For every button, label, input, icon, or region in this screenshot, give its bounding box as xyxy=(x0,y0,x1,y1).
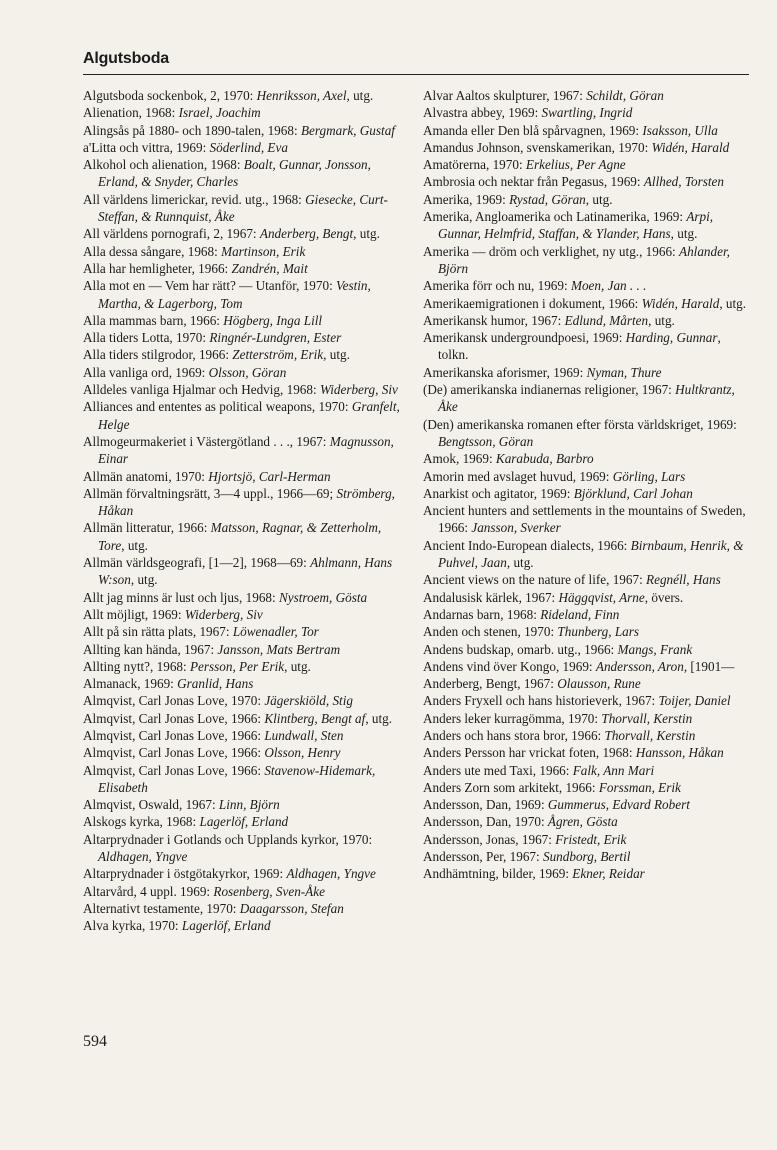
entry-title: Almqvist, Carl Jonas Love, 1970: xyxy=(83,693,265,709)
entry-author: Moen, Jan . . . xyxy=(570,278,647,294)
index-entry xyxy=(83,865,409,882)
entry-title: Almqvist, Carl Jonas Love, 1966: xyxy=(83,745,265,761)
index-entry xyxy=(83,485,409,520)
entry-title: Alingsås på 1880- och 1890-talen, 1968: xyxy=(83,122,301,138)
entry-title: Anarkist och agitator, 1969: xyxy=(423,485,574,501)
entry-author: Sundborg, Bertil xyxy=(542,849,631,865)
index-entry xyxy=(83,641,409,658)
entry-suffix: , utg. xyxy=(365,710,393,726)
entry-author: Strömberg, Håkan xyxy=(98,485,395,519)
index-entry xyxy=(423,312,749,329)
index-entry xyxy=(83,606,409,623)
index-entry xyxy=(423,727,749,744)
index-entry xyxy=(423,623,749,640)
index-entry xyxy=(83,917,409,934)
index-entry xyxy=(423,191,749,208)
entry-title: Andersson, Per, 1967: xyxy=(423,849,543,865)
entry-author: Hansson, Håkan xyxy=(635,745,724,761)
entry-title: Anders Zorn som arkitekt, 1966: xyxy=(423,779,599,795)
entry-title: Amerika — dröm och verklighet, ny utg., 1966: xyxy=(423,243,680,259)
index-entry xyxy=(423,571,749,588)
index-column-left xyxy=(83,87,409,935)
entry-title: Amandus Johnson, svenskamerikan, 1970: xyxy=(423,139,652,155)
entry-author: Jansson, Sverker xyxy=(471,520,561,536)
index-entry xyxy=(83,156,409,191)
entry-title: Amerika, 1969: xyxy=(423,191,510,207)
entry-author: Edlund, Mårten xyxy=(564,312,649,328)
entry-author: Andersson, Aron xyxy=(595,658,684,674)
entry-title: Amanda eller Den blå spårvagnen, 1969: xyxy=(423,122,643,138)
index-entry xyxy=(423,208,749,243)
entry-title: Ancient views on the nature of life, 1967: xyxy=(423,572,647,588)
entry-author: Hjortsjö, Carl-Herman xyxy=(208,468,331,484)
entry-author: Linn, Björn xyxy=(218,797,280,813)
entry-suffix: , utg. xyxy=(585,191,613,207)
index-entry xyxy=(423,762,749,779)
entry-title: Alskogs kyrka, 1968: xyxy=(83,814,200,830)
entry-title: Allmän förvaltningsrätt, 3—4 uppl., 1966—69; xyxy=(83,485,337,501)
index-entry xyxy=(83,744,409,761)
entry-author: Thorvall, Kerstin xyxy=(604,727,696,743)
index-entry xyxy=(83,468,409,485)
entry-author: Forssman, Erik xyxy=(598,779,681,795)
entry-author: Israel, Joachim xyxy=(178,105,261,121)
entry-author: Löwenadler, Tor xyxy=(232,624,319,640)
index-entry xyxy=(423,364,749,381)
entry-author: Magnusson, Einar xyxy=(98,433,394,467)
index-entry xyxy=(423,641,749,658)
index-entry xyxy=(83,104,409,121)
entry-author: Thorvall, Kerstin xyxy=(601,710,693,726)
entry-author: Daagarsson, Stefan xyxy=(239,900,344,916)
entry-suffix: , utg. xyxy=(323,347,350,363)
entry-title: Anders ute med Taxi, 1966: xyxy=(423,762,573,778)
entry-author: Toijer, Daniel xyxy=(658,693,731,709)
entry-title: Andersson, Jonas, 1967: xyxy=(423,831,556,847)
entry-title: Andens budskap, omarb. utg., 1966: xyxy=(423,641,618,657)
entry-title: Altarvård, 4 uppl. 1969: xyxy=(83,883,214,899)
entry-author: Arpi, Gunnar, Helmfrid, Staffan, & Ylander, Hans xyxy=(438,209,714,242)
entry-author: Häggqvist, Arne xyxy=(558,589,645,605)
entry-author: Rideland, Finn xyxy=(540,606,620,622)
entry-title: Amatörerna, 1970: xyxy=(423,157,526,173)
entry-author: Allhed, Torsten xyxy=(643,174,724,190)
entry-author: Granlid, Hans xyxy=(177,676,254,692)
entry-title: Amerikaemigrationen i dokument, 1966: xyxy=(423,295,642,311)
index-entry xyxy=(83,277,409,312)
entry-title: Allmogeurmakeriet i Västergötland . . ., 1967: xyxy=(83,433,330,449)
entry-title: Alienation, 1968: xyxy=(83,105,179,121)
entry-title: Anderberg, Bengt, 1967: xyxy=(423,676,558,692)
entry-title: Alkohol och alienation, 1968: xyxy=(83,157,244,173)
index-entry xyxy=(423,485,749,502)
index-entry xyxy=(423,692,749,709)
entry-suffix: , utg. xyxy=(353,226,380,242)
index-column-right xyxy=(423,87,749,883)
entry-author: Jansson, Mats Bertram xyxy=(217,641,341,657)
entry-title: (Den) amerikanska romanen efter första världskriget, 1969: xyxy=(423,416,737,432)
entry-title: Anden och stenen, 1970: xyxy=(423,624,558,640)
index-entry xyxy=(83,900,409,917)
index-entry xyxy=(423,156,749,173)
entry-author: Olsson, Göran xyxy=(208,364,287,380)
entry-author: Fristedt, Erik xyxy=(555,831,627,847)
index-entry xyxy=(423,537,749,572)
entry-author: Zetterström, Erik xyxy=(232,347,324,363)
entry-title: Alvar Aaltos skulpturer, 1967: xyxy=(423,88,587,103)
entry-title: Alldeles vanliga Hjalmar och Hedvig, 1968: xyxy=(83,382,320,398)
entry-suffix: , utg. xyxy=(506,555,534,571)
entry-author: Hultkrantz, Åke xyxy=(438,382,735,415)
entry-title: Almqvist, Carl Jonas Love, 1966: xyxy=(83,710,265,726)
entry-author: Boalt, Gunnar, Jonsson, Erland, & Snyder, Charles xyxy=(98,157,371,190)
index-entry xyxy=(423,865,749,882)
index-entry xyxy=(83,589,409,606)
entry-author: Stavenow-Hidemark, Elisabeth xyxy=(98,762,376,795)
index-entry xyxy=(423,381,749,416)
entry-author: Aldhagen, Yngve xyxy=(98,849,188,865)
entry-title: All världens limerickar, revid. utg., 1968: xyxy=(83,191,306,207)
entry-author: Olausson, Rune xyxy=(557,676,641,692)
entry-title: Andarnas barn, 1968: xyxy=(423,606,541,622)
entry-author: Erkelius, Per Agne xyxy=(525,157,626,173)
index-entry xyxy=(423,104,749,121)
index-entry xyxy=(423,139,749,156)
entry-title: Alla har hemligheter, 1966: xyxy=(83,260,232,276)
entry-title: Ancient hunters and settlements in the mountains of Sweden, 1966: xyxy=(423,503,746,536)
entry-author: Björklund, Carl Johan xyxy=(573,485,693,501)
index-entry xyxy=(83,762,409,797)
index-entry xyxy=(423,779,749,796)
entry-author: Birnbaum, Henrik, & Puhvel, Jaan xyxy=(438,537,744,571)
index-entry xyxy=(83,883,409,900)
entry-author: Widén, Harald xyxy=(651,139,730,155)
entry-title: Andersson, Dan, 1970: xyxy=(423,814,548,830)
entry-author: Swartling, Ingrid xyxy=(541,105,633,121)
index-entry xyxy=(423,813,749,830)
entry-suffix: , övers. xyxy=(644,589,684,605)
index-entry xyxy=(423,658,749,675)
entry-author: Thunberg, Lars xyxy=(557,624,640,640)
entry-title: Ambrosia och nektar från Pegasus, 1969: xyxy=(423,174,644,190)
entry-title: Andersson, Dan, 1969: xyxy=(423,797,548,813)
entry-suffix: , utg. xyxy=(284,658,311,674)
entry-suffix: , utg. xyxy=(121,537,148,553)
entry-suffix: , utg. xyxy=(670,226,698,242)
index-entry xyxy=(83,364,409,381)
index-entry xyxy=(83,260,409,277)
index-entry xyxy=(423,675,749,692)
entry-title: Alla dessa sångare, 1968: xyxy=(83,243,222,259)
entry-title: Altarprydnader i Gotlands och Upplands kyrkor, 1970: xyxy=(83,831,373,847)
entry-title: Amerika förr och nu, 1969: xyxy=(423,278,571,294)
entry-title: Anders och hans stora bror, 1966: xyxy=(423,727,605,743)
entry-author: Henriksson, Axel xyxy=(256,88,347,103)
entry-title: Almqvist, Oswald, 1967: xyxy=(83,797,219,813)
index-entry xyxy=(83,813,409,830)
entry-suffix: , utg. xyxy=(648,312,675,328)
entry-title: Amok, 1969: xyxy=(423,451,496,467)
header-rule xyxy=(83,74,749,75)
entry-author: Gummerus, Edvard Robert xyxy=(547,797,690,813)
entry-author: Nystroem, Gösta xyxy=(278,589,368,605)
entry-author: Ahlmann, Hans W:son xyxy=(98,555,393,588)
index-entry xyxy=(423,277,749,294)
index-entry xyxy=(423,848,749,865)
index-entry xyxy=(83,796,409,813)
index-entry xyxy=(83,243,409,260)
entry-author: Karabuda, Barbro xyxy=(495,451,594,467)
entry-title: Altarprydnader i östgötakyrkor, 1969: xyxy=(83,866,287,882)
index-entry xyxy=(423,173,749,190)
entry-author: Martinson, Erik xyxy=(221,243,306,259)
entry-author: Bergmark, Gustaf xyxy=(300,122,395,138)
entry-author: Lundwall, Sten xyxy=(264,727,344,743)
entry-title: Allting nytt?, 1968: xyxy=(83,658,190,674)
entry-title: Alla tiders Lotta, 1970: xyxy=(83,330,210,346)
entry-author: Söderlind, Eva xyxy=(209,139,288,155)
entry-author: Görling, Lars xyxy=(612,468,686,484)
entry-author: Granfelt, Helge xyxy=(98,399,400,432)
index-entry xyxy=(83,87,409,104)
entry-author: Widén, Harald xyxy=(641,295,720,311)
entry-author: Mangs, Frank xyxy=(617,641,693,657)
entry-title: Alva kyrka, 1970: xyxy=(83,918,182,934)
entry-author: Högberg, Inga Lill xyxy=(223,312,323,328)
entry-author: Lagerlöf, Erland xyxy=(181,918,271,934)
index-entry xyxy=(423,295,749,312)
entry-author: Bengtsson, Göran xyxy=(438,433,534,449)
index-entry xyxy=(423,796,749,813)
entry-title: Alla mot en — Vem har rätt? — Utanför, 1970: xyxy=(83,278,337,294)
index-entry xyxy=(423,329,749,364)
entry-suffix: , [1901— xyxy=(683,658,735,674)
entry-title: Almqvist, Carl Jonas Love, 1966: xyxy=(83,762,265,778)
index-entry xyxy=(83,710,409,727)
entry-title: Alla tiders stilgrodor, 1966: xyxy=(83,347,233,363)
entry-suffix: , utg. xyxy=(130,572,158,588)
index-entry xyxy=(83,658,409,675)
entry-author: Aldhagen, Yngve xyxy=(286,866,376,882)
entry-author: Klintberg, Bengt af xyxy=(264,710,366,726)
index-entry xyxy=(83,433,409,468)
entry-title: Allt på sin rätta plats, 1967: xyxy=(83,624,233,640)
index-entry xyxy=(423,87,749,104)
entry-title: Allt jag minns är lust och ljus, 1968: xyxy=(83,589,279,605)
entry-author: Schildt, Göran xyxy=(586,88,664,103)
index-entry xyxy=(423,606,749,623)
entry-title: Andens vind över Kongo, 1969: xyxy=(423,658,596,674)
entry-author: Ekner, Reidar xyxy=(572,866,645,882)
index-entry xyxy=(423,450,749,467)
page-number: 594 xyxy=(83,1033,107,1050)
entry-author: Ågren, Gösta xyxy=(547,814,618,830)
entry-title: Algutsboda sockenbok, 2, 1970: xyxy=(83,88,257,103)
index-entry xyxy=(423,831,749,848)
index-entry xyxy=(83,675,409,692)
entry-author: Rystad, Göran xyxy=(509,191,586,207)
entry-author: Vestin, Martha, & Lagerborg, Tom xyxy=(98,278,371,311)
index-entry xyxy=(423,416,749,451)
entry-author: Persson, Per Erik xyxy=(189,658,285,674)
entry-title: Allmän anatomi, 1970: xyxy=(83,468,209,484)
entry-title: (De) amerikanska indianernas religioner, 1967: xyxy=(423,382,676,398)
entry-title: Andhämtning, bilder, 1969: xyxy=(423,866,573,882)
index-entry xyxy=(83,225,409,242)
entry-title: Anders Persson har vrickat foten, 1968: xyxy=(423,745,636,761)
index-entry xyxy=(83,381,409,398)
entry-author: Isaksson, Ulla xyxy=(642,122,718,138)
index-entry xyxy=(83,398,409,433)
index-entry xyxy=(83,623,409,640)
entry-author: Harding, Gunnar xyxy=(625,330,718,346)
entry-title: Almanack, 1969: xyxy=(83,676,178,692)
index-entry xyxy=(83,312,409,329)
index-entry xyxy=(423,589,749,606)
index-entry xyxy=(423,468,749,485)
entry-author: Rosenberg, Sven-Åke xyxy=(213,883,325,899)
index-entry xyxy=(83,329,409,346)
entry-title: Amerikanska aforismer, 1969: xyxy=(423,364,587,380)
entry-title: Alla mammas barn, 1966: xyxy=(83,312,224,328)
index-entry xyxy=(423,122,749,139)
index-entry xyxy=(423,744,749,761)
index-entry xyxy=(83,191,409,226)
entry-author: Nyman, Thure xyxy=(586,364,662,380)
index-entry xyxy=(423,710,749,727)
entry-title: Alliances and ententes as political weapons, 1970: xyxy=(83,399,352,415)
entry-title: Ancient Indo-European dialects, 1966: xyxy=(423,537,631,553)
index-entry xyxy=(83,346,409,363)
entry-title: Alvastra abbey, 1969: xyxy=(423,105,542,121)
entry-title: Amerikansk humor, 1967: xyxy=(423,312,565,328)
entry-title: Allmän världsgeografi, [1—2], 1968—69: xyxy=(83,555,311,571)
index-entry xyxy=(83,692,409,709)
index-entry xyxy=(423,243,749,278)
entry-author: Widerberg, Siv xyxy=(184,606,263,622)
entry-suffix: , utg. xyxy=(346,88,374,103)
entry-title: Amerikansk undergroundpoesi, 1969: xyxy=(423,330,626,346)
entry-author: Lagerlöf, Erland xyxy=(199,814,289,830)
entry-suffix: , utg. xyxy=(719,295,747,311)
entry-title: All världens pornografi, 2, 1967: xyxy=(83,226,260,242)
entry-author: Ahlander, Björn xyxy=(438,243,730,276)
entry-author: Anderberg, Bengt xyxy=(259,226,354,242)
entry-author: Ringnér-Lundgren, Ester xyxy=(209,330,342,346)
index-entry xyxy=(83,727,409,744)
entry-author: Matsson, Ragnar, & Zetterholm, Tore xyxy=(98,520,382,553)
entry-title: Allmän litteratur, 1966: xyxy=(83,520,211,536)
entry-title: Almqvist, Carl Jonas Love, 1966: xyxy=(83,727,265,743)
entry-title: a'Litta och vittra, 1969: xyxy=(83,139,210,155)
entry-author: Zandrén, Mait xyxy=(231,260,308,276)
index-entry xyxy=(83,139,409,156)
entry-author: Falk, Ann Mari xyxy=(572,762,655,778)
entry-title: Alternativt testamente, 1970: xyxy=(83,900,240,916)
entry-title: Anders leker kurragömma, 1970: xyxy=(423,710,602,726)
entry-title: Andalusisk kärlek, 1967: xyxy=(423,589,559,605)
entry-author: Jägerskiöld, Stig xyxy=(264,693,353,709)
index-entry xyxy=(83,554,409,589)
entry-author: Widerberg, Siv xyxy=(319,382,398,398)
entry-title: Allt möjligt, 1969: xyxy=(83,606,185,622)
index-entry xyxy=(83,122,409,139)
running-header: Algutsboda xyxy=(83,50,169,67)
entry-author: Olsson, Henry xyxy=(264,745,341,761)
entry-title: Amerika, Angloamerika och Latinamerika, 1969: xyxy=(423,209,687,225)
entry-suffix: , tolkn. xyxy=(438,330,721,363)
index-entry xyxy=(423,502,749,537)
entry-author: Giesecke, Curt-Steffan, & Runnquist, Åke xyxy=(98,191,388,225)
entry-title: Amorin med avslaget huvud, 1969: xyxy=(423,468,613,484)
index-entry xyxy=(83,831,409,866)
index-entry xyxy=(83,519,409,554)
entry-author: Regnéll, Hans xyxy=(646,572,721,588)
entry-title: Alla vanliga ord, 1969: xyxy=(83,364,209,380)
entry-title: Allting kan hända, 1967: xyxy=(83,641,218,657)
entry-title: Anders Fryxell och hans historieverk, 1967: xyxy=(423,693,659,709)
